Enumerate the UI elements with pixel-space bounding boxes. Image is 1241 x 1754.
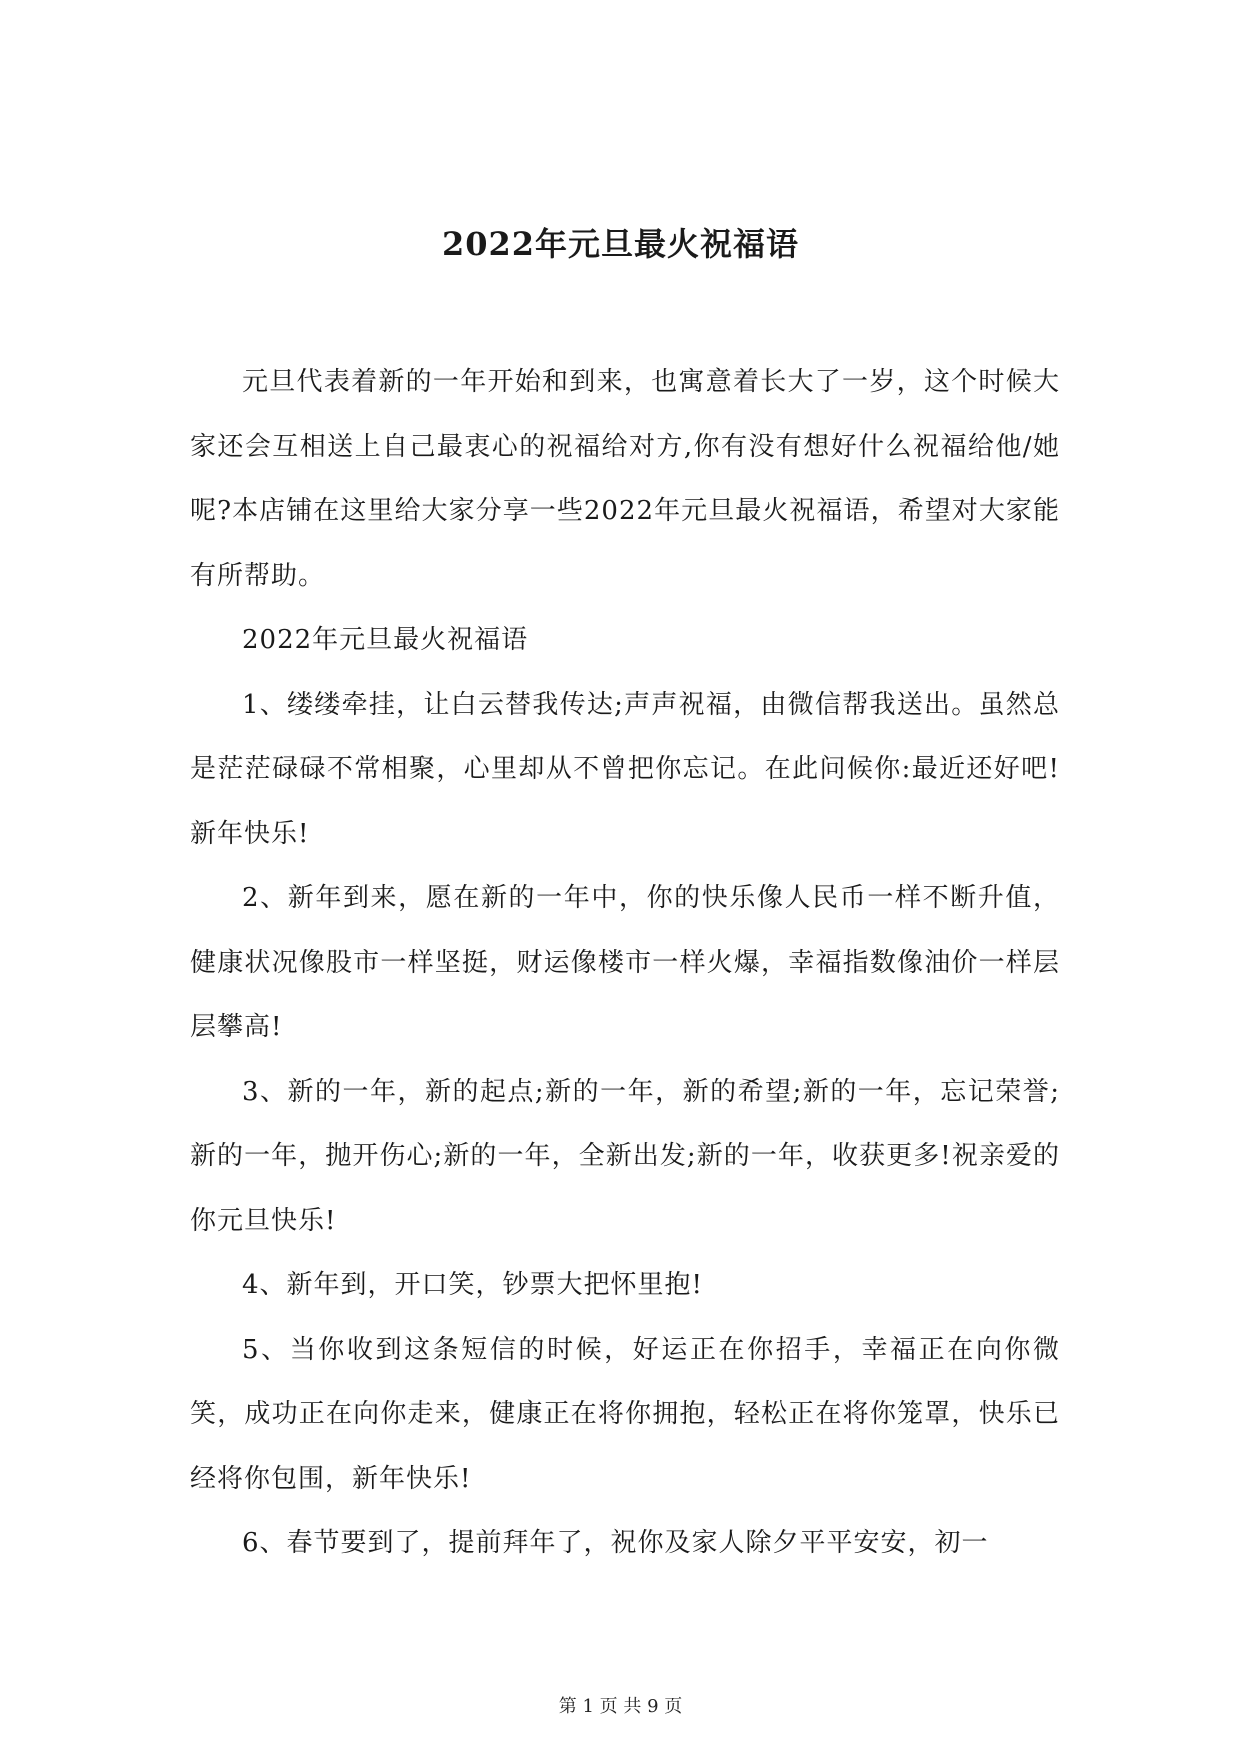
document-body xyxy=(190,350,1060,1576)
document-title: 2022年元旦最火祝福语 xyxy=(441,225,800,263)
paragraph: 3、新的一年，新的起点;新的一年，新的希望;新的一年，忘记荣誉;新的一年，抛开伤心;新的一年，全新出发;新的一年，收获更多!祝亲爱的你元旦快乐! xyxy=(190,1076,1060,1236)
page-footer: 第 1 页 共 9 页 xyxy=(558,1696,683,1717)
paragraph: 6、春节要到了，提前拜年了，祝你及家人除夕平平安安，初一 xyxy=(242,1528,989,1558)
paragraph: 5、当你收到这条短信的时候，好运正在你招手，幸福正在向你微笑，成功正在向你走来，健康正在将你拥抱，轻松正在将你笼罩，快乐已经将你包围，新年快乐! xyxy=(190,1334,1060,1494)
paragraph: 元旦代表着新的一年开始和到来，也寓意着长大了一岁，这个时候大家还会互相送上自己最衷心的祝福给对方,你有没有想好什么祝福给他/她呢?本店铺在这里给大家分享一些2022年元旦最火祝福语，希望对大家能有所帮助。 xyxy=(190,367,1060,591)
paragraph: 2、新年到来，愿在新的一年中，你的快乐像人民币一样不断升值，健康状况像股市一样坚挺，财运像楼市一样火爆，幸福指数像油价一样层层攀高! xyxy=(190,883,1060,1042)
paragraph: 1、缕缕牵挂，让白云替我传达;声声祝福，由微信帮我送出。虽然总是茫茫碌碌不常相聚，心里却从不曾把你忘记。在此问候你:最近还好吧!新年快乐! xyxy=(190,689,1060,849)
paragraph: 2022年元旦最火祝福语 xyxy=(242,625,529,655)
paragraph: 4、新年到，开口笑，钞票大把怀里抱! xyxy=(242,1270,703,1300)
